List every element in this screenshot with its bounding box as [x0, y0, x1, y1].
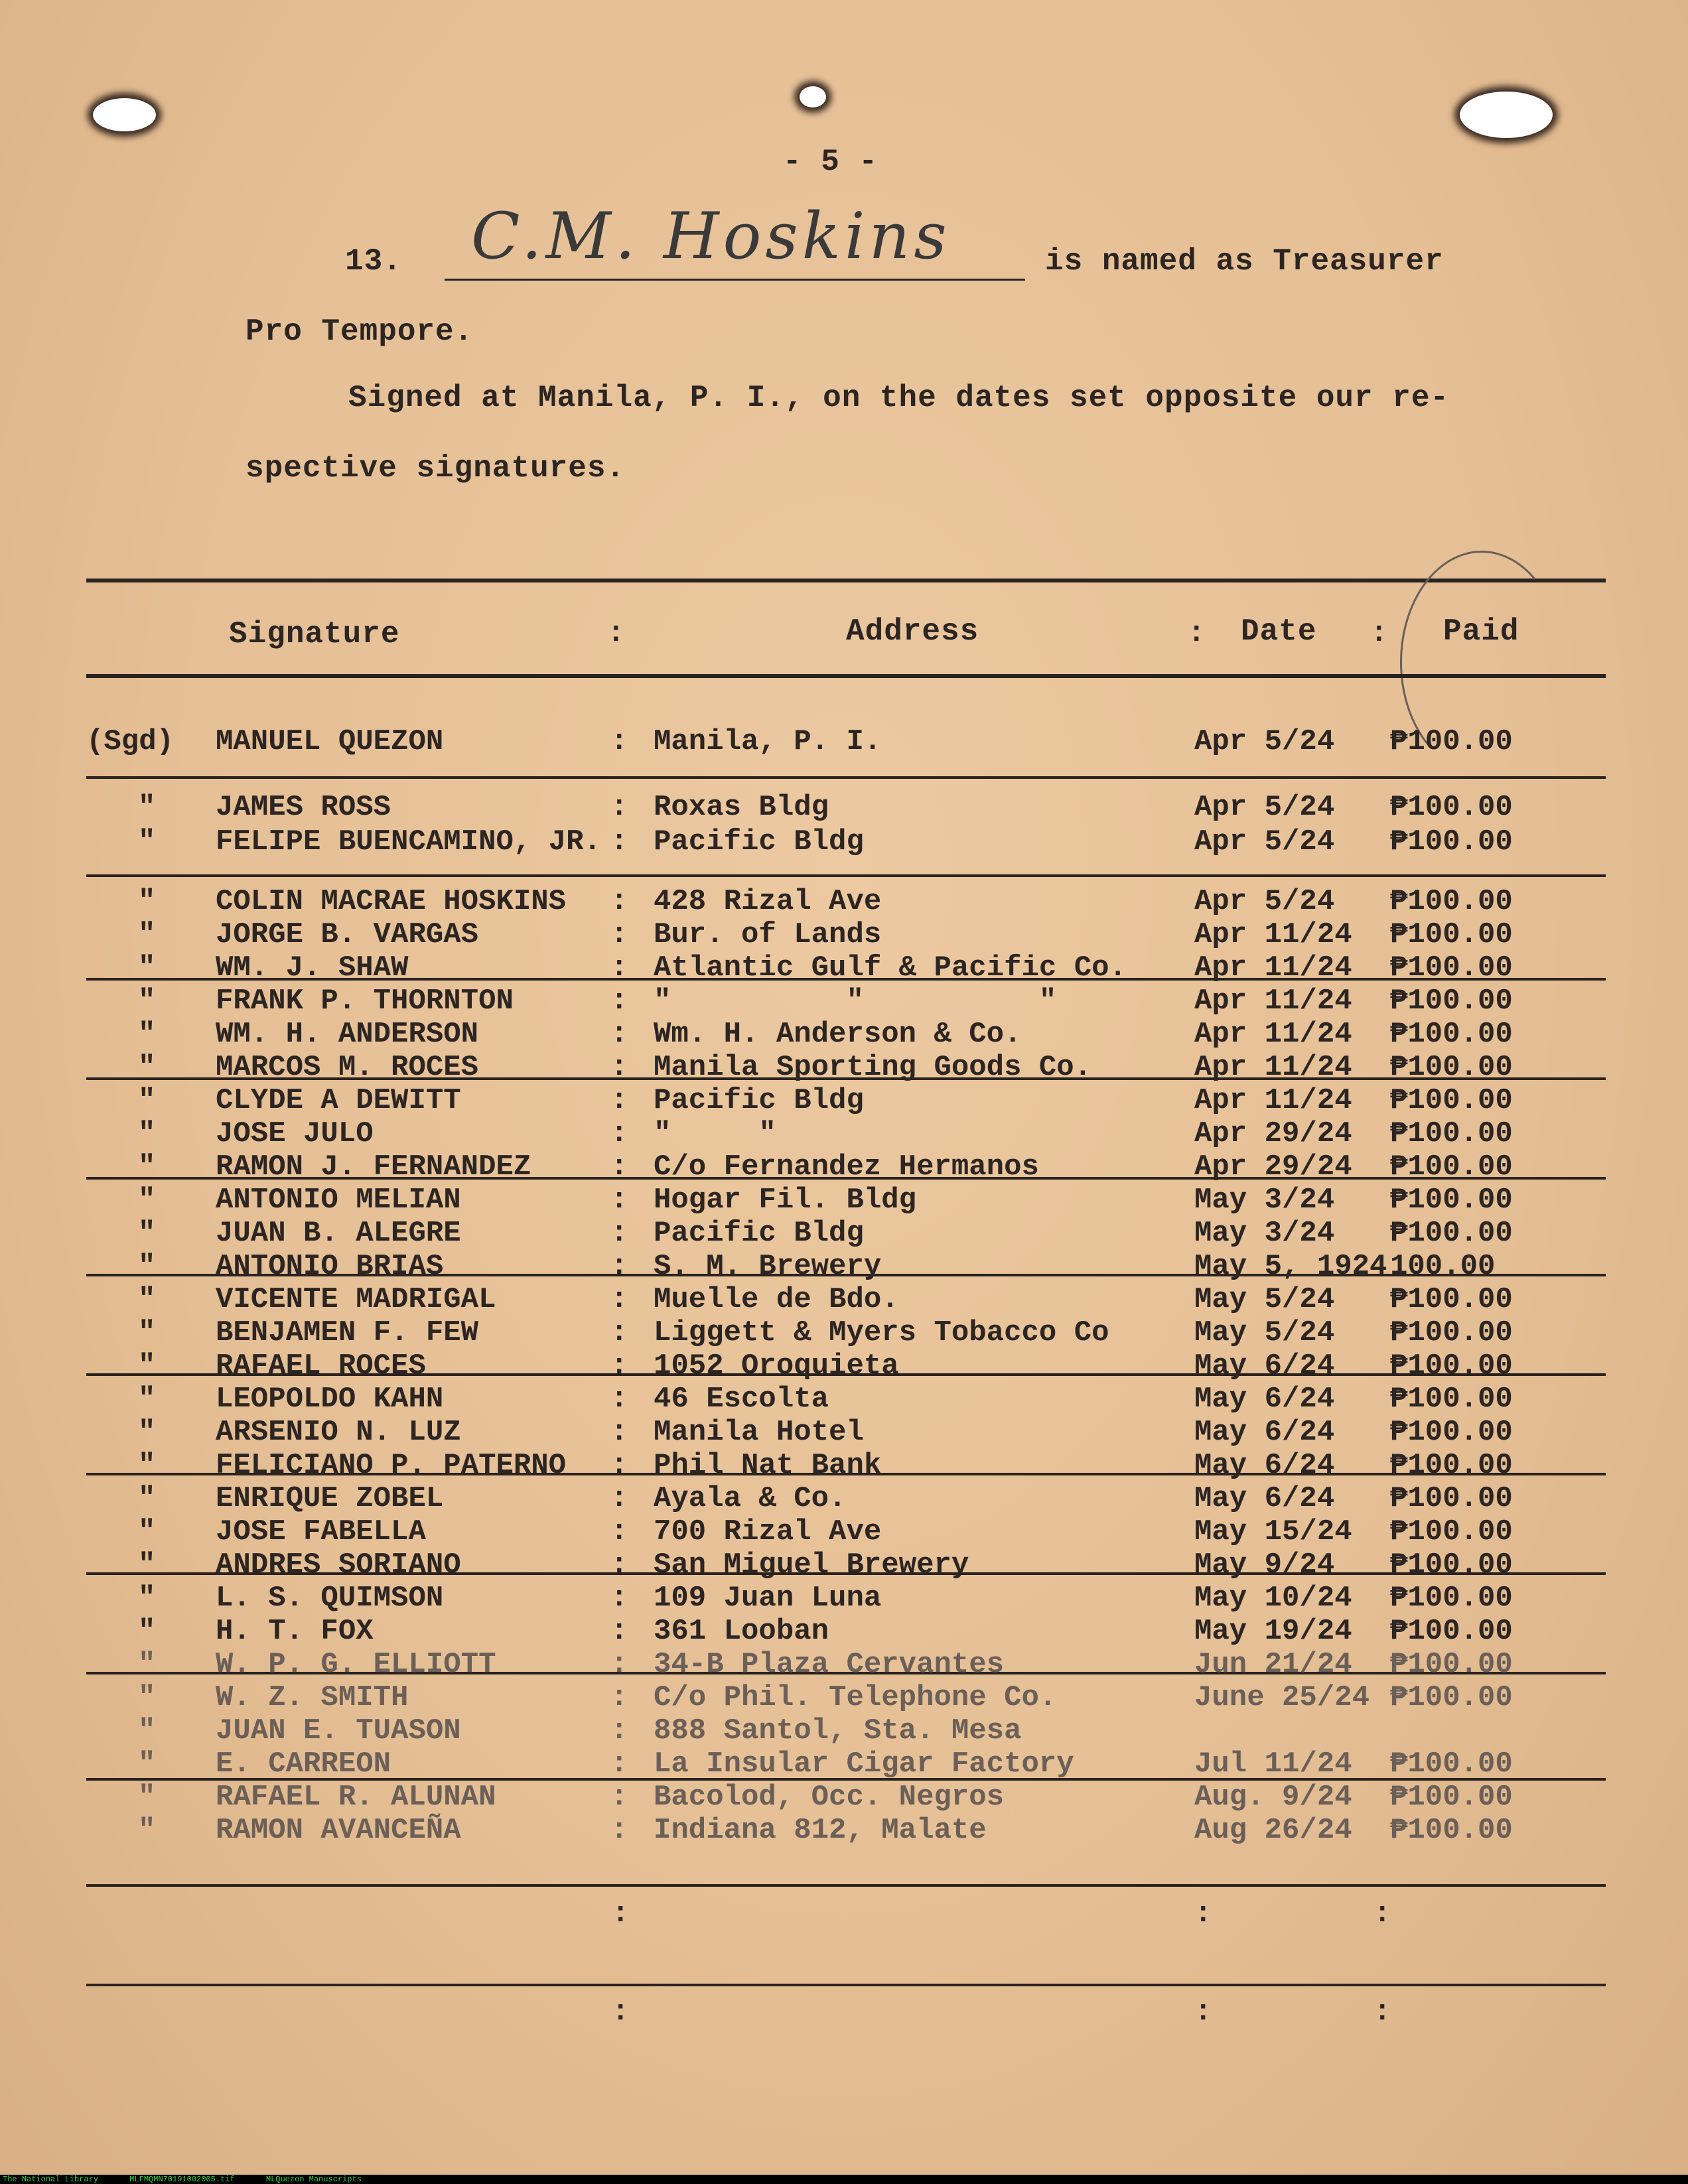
row-name: JUAN B. ALEGRE [216, 1217, 461, 1250]
blank-row-colon: : [612, 1897, 630, 1931]
row-date: Apr 11/24 [1194, 951, 1352, 985]
row-address: 888 Santol, Sta. Mesa [654, 1714, 1022, 1747]
row-address: 700 Rizal Ave [654, 1515, 882, 1548]
column-separator: : [610, 885, 628, 918]
row-paid: ₱100.00 [1390, 1648, 1513, 1681]
row-address: Wm. H. Anderson & Co. [654, 1018, 1022, 1051]
table-row [0, 825, 1688, 858]
punch-hole-right [1460, 92, 1553, 138]
row-paid: ₱100.00 [1390, 1283, 1513, 1316]
row-prefix: (Sgd) [86, 725, 175, 758]
row-date: May 5/24 [1194, 1316, 1335, 1349]
row-address: Hogar Fil. Bldg [654, 1184, 917, 1217]
header-paid: Paid [1443, 614, 1519, 649]
row-paid: ₱100.00 [1390, 1051, 1513, 1084]
column-separator: : [610, 1349, 628, 1383]
row-date: Apr 5/24 [1194, 825, 1335, 858]
footer-archive: The National Library [3, 2175, 99, 2184]
row-address: Phil Nat Bank [654, 1449, 882, 1482]
table-row [0, 1283, 1688, 1316]
row-name: H. T. FOX [216, 1615, 374, 1648]
table-row [0, 725, 1688, 758]
row-name: VICENTE MADRIGAL [216, 1283, 496, 1316]
column-separator: : [610, 1250, 628, 1283]
column-separator: : [610, 1018, 628, 1051]
row-date: Apr 11/24 [1194, 918, 1352, 951]
column-separator: : [610, 951, 628, 985]
table-row [0, 1548, 1688, 1582]
row-date: May 19/24 [1194, 1615, 1352, 1648]
column-separator: : [610, 1714, 628, 1747]
blank-row-colon: : [1194, 1897, 1212, 1931]
table-row [0, 1714, 1688, 1747]
row-name: ANDRES SORIANO [216, 1548, 461, 1582]
row-prefix: " [138, 1283, 156, 1316]
table-row [0, 1615, 1688, 1648]
row-date: May 5/24 [1194, 1283, 1335, 1316]
row-prefix: " [138, 1582, 156, 1615]
row-date: May 3/24 [1194, 1217, 1335, 1250]
row-date: May 6/24 [1194, 1482, 1335, 1515]
row-name: JAMES ROSS [216, 791, 391, 824]
column-separator: : [610, 1449, 628, 1482]
table-top-rule [86, 579, 1606, 582]
row-name: JOSE FABELLA [216, 1515, 426, 1548]
table-row [0, 885, 1688, 918]
header-colon: : [607, 617, 625, 650]
row-date: Apr 11/24 [1194, 985, 1352, 1018]
row-prefix: " [138, 918, 156, 951]
clause-text: is named as Treasurer [1045, 244, 1444, 279]
column-separator: : [610, 1117, 628, 1150]
column-separator: : [610, 1747, 628, 1781]
row-address: Bur. of Lands [654, 918, 882, 951]
row-name: ANTONIO MELIAN [216, 1184, 461, 1217]
row-name: FRANK P. THORNTON [216, 985, 514, 1018]
row-paid: ₱100.00 [1390, 1515, 1513, 1548]
row-prefix: " [138, 1217, 156, 1250]
column-separator: : [610, 918, 628, 951]
row-address: Manila, P. I. [654, 725, 882, 758]
column-separator: : [610, 1482, 628, 1515]
row-address: S. M. Brewery [654, 1250, 882, 1283]
row-paid: ₱100.00 [1390, 1814, 1513, 1847]
row-date: May 6/24 [1194, 1349, 1335, 1383]
table-row [0, 1681, 1688, 1714]
column-separator: : [610, 1316, 628, 1349]
row-paid: ₱100.00 [1390, 825, 1513, 858]
column-separator: : [610, 1548, 628, 1582]
column-separator: : [610, 1084, 628, 1117]
table-row [0, 1515, 1688, 1548]
row-paid: ₱100.00 [1390, 885, 1513, 918]
header-colon: : [1188, 617, 1206, 650]
row-paid: 100.00 [1390, 1250, 1496, 1283]
row-name: MANUEL QUEZON [216, 725, 444, 758]
row-name: JORGE B. VARGAS [216, 918, 479, 951]
row-name: WM. J. SHAW [216, 951, 409, 985]
table-row [0, 1117, 1688, 1150]
row-prefix: " [138, 1018, 156, 1051]
row-name: W. P. G. ELLIOTT [216, 1648, 496, 1681]
row-address: 34-B Plaza Cervantes [654, 1648, 1005, 1681]
row-address: 428 Rizal Ave [654, 885, 882, 918]
row-date: Apr 29/24 [1194, 1117, 1352, 1150]
row-name: JOSE JULO [216, 1117, 374, 1150]
column-separator: : [610, 725, 628, 758]
row-prefix: " [138, 1681, 156, 1714]
header-signature: Signature [229, 617, 400, 651]
row-prefix: " [138, 1150, 156, 1184]
row-date: Apr 11/24 [1194, 1051, 1352, 1084]
row-name: BENJAMEN F. FEW [216, 1316, 479, 1349]
row-paid: ₱100.00 [1390, 1747, 1513, 1781]
row-name: RAMON J. FERNANDEZ [216, 1150, 531, 1184]
footer-file: MLFMQMN70191002005.tif [129, 2175, 235, 2184]
row-prefix: " [138, 1747, 156, 1781]
column-separator: : [610, 1648, 628, 1681]
row-paid: ₱100.00 [1390, 918, 1513, 951]
row-prefix: " [138, 791, 156, 824]
row-name: FELICIANO P. PATERNO [216, 1449, 567, 1482]
row-paid: ₱100.00 [1390, 1681, 1513, 1714]
table-row [0, 985, 1688, 1018]
row-date: May 5, 1924 [1194, 1250, 1387, 1283]
blank-row-colon: : [612, 1996, 630, 2029]
row-prefix: " [138, 1051, 156, 1084]
row-paid: ₱100.00 [1390, 1084, 1513, 1117]
table-row [0, 1747, 1688, 1781]
row-paid: ₱100.00 [1390, 1217, 1513, 1250]
table-row [0, 1051, 1688, 1084]
row-date: May 3/24 [1194, 1184, 1335, 1217]
row-date: Aug 26/24 [1194, 1814, 1352, 1847]
header-date: Date [1241, 614, 1317, 649]
row-date: May 6/24 [1194, 1449, 1335, 1482]
row-name: CLYDE A DEWITT [216, 1084, 461, 1117]
row-name: COLIN MACRAE HOSKINS [216, 885, 567, 918]
row-name: FELIPE BUENCAMINO, JR. [216, 825, 601, 858]
row-address: Bacolod, Occ. Negros [654, 1781, 1005, 1814]
row-date: May 15/24 [1194, 1515, 1352, 1548]
table-row [0, 1217, 1688, 1250]
row-name: RAFAEL R. ALUNAN [216, 1781, 496, 1814]
row-date: Apr 11/24 [1194, 1018, 1352, 1051]
row-name: ENRIQUE ZOBEL [216, 1482, 444, 1515]
row-prefix: " [138, 1316, 156, 1349]
row-date: Jul 11/24 [1194, 1747, 1352, 1781]
row-date: May 9/24 [1194, 1548, 1335, 1582]
column-separator: : [610, 1217, 628, 1250]
row-prefix: " [138, 1714, 156, 1747]
column-separator: : [610, 1681, 628, 1714]
row-name: E. CARREON [216, 1747, 391, 1781]
column-separator: : [610, 1814, 628, 1847]
row-name: ANTONIO BRIAS [216, 1250, 444, 1283]
row-address: La Insular Cigar Factory [654, 1747, 1074, 1781]
row-prefix: " [138, 1084, 156, 1117]
row-paid: ₱100.00 [1390, 1449, 1513, 1482]
row-prefix: " [138, 1648, 156, 1681]
row-address: 1052 Oroquieta [654, 1349, 899, 1383]
column-separator: : [610, 1615, 628, 1648]
table-rule [86, 1884, 1606, 1887]
column-separator: : [610, 1150, 628, 1184]
header-colon: : [1370, 617, 1388, 650]
row-prefix: " [138, 1184, 156, 1217]
table-row [0, 1482, 1688, 1515]
row-date: Apr 5/24 [1194, 885, 1335, 918]
clause-text-line2: Pro Tempore. [246, 314, 474, 349]
row-date: Apr 5/24 [1194, 725, 1335, 758]
row-date: Aug. 9/24 [1194, 1781, 1352, 1814]
row-prefix: " [138, 885, 156, 918]
row-prefix: " [138, 1449, 156, 1482]
row-date: May 10/24 [1194, 1582, 1352, 1615]
row-paid: ₱100.00 [1390, 725, 1513, 758]
row-name: L. S. QUIMSON [216, 1582, 444, 1615]
table-row [0, 1814, 1688, 1847]
blank-row-colon: : [1373, 1897, 1391, 1931]
row-prefix: " [138, 985, 156, 1018]
footer-collection: MLQuezon Manuscripts [265, 2175, 362, 2184]
table-row [0, 1383, 1688, 1416]
row-prefix: " [138, 1117, 156, 1150]
row-paid: ₱100.00 [1390, 1184, 1513, 1217]
table-row [0, 1316, 1688, 1349]
row-prefix: " [138, 825, 156, 858]
column-separator: : [610, 1051, 628, 1084]
column-separator: : [610, 985, 628, 1018]
row-paid: ₱100.00 [1390, 1117, 1513, 1150]
blank-row-colon: : [1373, 1996, 1391, 2029]
row-address: Indiana 812, Malate [654, 1814, 987, 1847]
table-rule [86, 874, 1606, 877]
row-address: Liggett & Myers Tobacco Co [654, 1316, 1109, 1349]
row-paid: ₱100.00 [1390, 1482, 1513, 1515]
column-separator: : [610, 1184, 628, 1217]
row-paid: ₱100.00 [1390, 1150, 1513, 1184]
row-date: Jun 21/24 [1194, 1648, 1352, 1681]
row-paid: ₱100.00 [1390, 1018, 1513, 1051]
row-date: June 25/24 [1194, 1681, 1370, 1714]
table-row [0, 1018, 1688, 1051]
row-paid: ₱100.00 [1390, 1383, 1513, 1416]
row-paid: ₱100.00 [1390, 791, 1513, 824]
header-bottom-rule [86, 674, 1606, 678]
row-address: " " " [654, 985, 1057, 1018]
row-address: San Miguel Brewery [654, 1548, 969, 1582]
row-name: WM. H. ANDERSON [216, 1018, 479, 1051]
table-row [0, 1084, 1688, 1117]
row-address: C/o Fernandez Hermanos [654, 1150, 1039, 1184]
row-date: Apr 29/24 [1194, 1150, 1352, 1184]
punch-hole-center [800, 86, 826, 107]
table-row [0, 951, 1688, 985]
row-address: Pacific Bldg [654, 1217, 864, 1250]
column-separator: : [610, 1781, 628, 1814]
table-row [0, 1150, 1688, 1184]
row-date: May 6/24 [1194, 1416, 1335, 1449]
signed-text-line1: Signed at Manila, P. I., on the dates set opposite our re- [348, 381, 1450, 415]
table-row [0, 1184, 1688, 1217]
row-name: MARCOS M. ROCES [216, 1051, 479, 1084]
row-prefix: " [138, 1482, 156, 1515]
table-row [0, 1416, 1688, 1449]
row-address: Ayala & Co. [654, 1482, 847, 1515]
archive-footer [0, 2175, 1688, 2184]
row-prefix: " [138, 1349, 156, 1383]
row-name: ARSENIO N. LUZ [216, 1416, 461, 1449]
row-paid: ₱100.00 [1390, 985, 1513, 1018]
table-rule [86, 1984, 1606, 1986]
row-address: 109 Juan Luna [654, 1582, 882, 1615]
table-rule [86, 776, 1606, 779]
table-row [0, 1648, 1688, 1681]
column-separator: : [610, 1416, 628, 1449]
row-address: C/o Phil. Telephone Co. [654, 1681, 1057, 1714]
row-address: Pacific Bldg [654, 1084, 864, 1117]
row-prefix: " [138, 1250, 156, 1283]
punch-hole-left [93, 98, 156, 131]
column-separator: : [610, 791, 628, 824]
column-separator: : [610, 1383, 628, 1416]
signature-underline [445, 279, 1025, 281]
table-row [0, 1781, 1688, 1814]
row-name: W. Z. SMITH [216, 1681, 409, 1714]
column-separator: : [610, 1582, 628, 1615]
row-date: Apr 5/24 [1194, 791, 1335, 824]
row-prefix: " [138, 1416, 156, 1449]
row-prefix: " [138, 951, 156, 985]
table-row [0, 1349, 1688, 1383]
row-prefix: " [138, 1615, 156, 1648]
row-paid: ₱100.00 [1390, 951, 1513, 985]
row-date: Apr 11/24 [1194, 1084, 1352, 1117]
column-separator: : [610, 1283, 628, 1316]
page-number: - 5 - [783, 145, 879, 179]
row-paid: ₱100.00 [1390, 1615, 1513, 1648]
table-row [0, 1449, 1688, 1482]
row-prefix: " [138, 1383, 156, 1416]
row-paid: ₱100.00 [1390, 1316, 1513, 1349]
row-address: Manila Hotel [654, 1416, 864, 1449]
row-name: LEOPOLDO KAHN [216, 1383, 444, 1416]
row-address: Manila Sporting Goods Co. [654, 1051, 1092, 1084]
row-address: 46 Escolta [654, 1383, 829, 1416]
row-paid: ₱100.00 [1390, 1548, 1513, 1582]
row-address: Muelle de Bdo. [654, 1283, 899, 1316]
table-row [0, 791, 1688, 824]
row-paid: ₱100.00 [1390, 1582, 1513, 1615]
row-prefix: " [138, 1515, 156, 1548]
treasurer-signature: C.M. Hoskins [471, 199, 951, 273]
row-paid: ₱100.00 [1390, 1416, 1513, 1449]
row-name: RAMON AVANCEÑA [216, 1814, 461, 1847]
row-date: May 6/24 [1194, 1383, 1335, 1416]
signed-text-line2: spective signatures. [246, 451, 626, 486]
header-address: Address [846, 614, 979, 649]
column-separator: : [610, 825, 628, 858]
clause-number: 13. [345, 244, 402, 279]
row-address: Atlantic Gulf & Pacific Co. [654, 951, 1127, 985]
row-paid: ₱100.00 [1390, 1781, 1513, 1814]
table-row [0, 918, 1688, 951]
row-paid: ₱100.00 [1390, 1349, 1513, 1383]
row-name: RAFAEL ROCES [216, 1349, 426, 1383]
row-name: JUAN E. TUASON [216, 1714, 461, 1747]
row-address: Roxas Bldg [654, 791, 829, 824]
table-row [0, 1250, 1688, 1283]
row-prefix: " [138, 1814, 156, 1847]
table-row [0, 1582, 1688, 1615]
column-separator: : [610, 1515, 628, 1548]
row-address: " " [654, 1117, 776, 1150]
row-address: 361 Looban [654, 1615, 829, 1648]
row-prefix: " [138, 1548, 156, 1582]
row-prefix: " [138, 1781, 156, 1814]
blank-row-colon: : [1194, 1996, 1212, 2029]
row-address: Pacific Bldg [654, 825, 864, 858]
